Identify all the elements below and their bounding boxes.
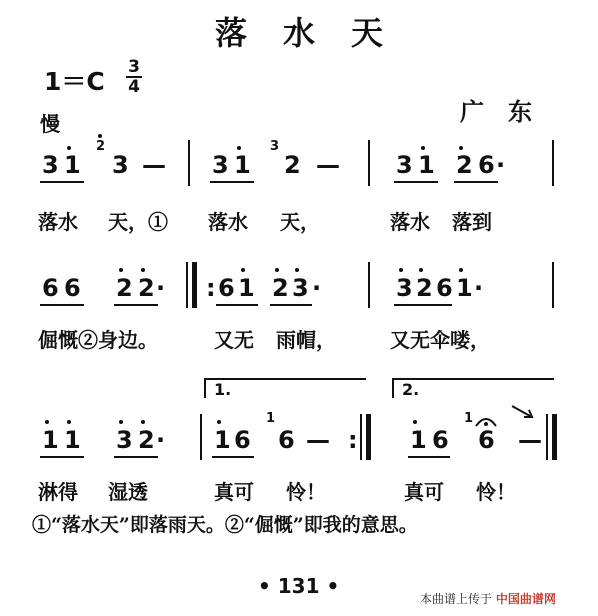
lyric: 怜！: [476, 480, 516, 504]
high-octave-dot: [459, 146, 463, 150]
bar-line: [552, 262, 554, 308]
note: 3: [396, 274, 413, 302]
song-title: 落水天: [214, 14, 419, 52]
note: 3: [42, 151, 59, 179]
note: 6: [64, 274, 81, 302]
grace-note: 2: [96, 139, 106, 154]
lyric: 天，: [280, 210, 320, 234]
note: 1: [214, 426, 231, 454]
grace-note: 3: [270, 139, 280, 154]
repeat-sign: :: [348, 426, 358, 454]
note: 2: [416, 274, 433, 302]
lyric: 落到: [452, 210, 492, 234]
fermata-icon: [474, 414, 498, 428]
key-signature: 1＝C: [44, 67, 105, 96]
footnote: ①“落水天”即落雨天。②“倔慨”即我的意思。: [32, 514, 418, 536]
watermark-prefix: 本曲谱上传于: [420, 592, 493, 606]
second-ending-label: 2.: [402, 380, 420, 399]
underline: [114, 456, 158, 458]
first-ending-bracket: [204, 378, 366, 398]
note: 6: [42, 274, 59, 302]
lyric: 倔慨②身边。: [38, 328, 158, 352]
note: 6: [478, 426, 495, 454]
repeat-sign: :: [206, 274, 216, 302]
note: 3: [112, 151, 129, 179]
underline: [454, 181, 498, 183]
dot-extension: ·: [312, 274, 322, 302]
final-bar: [546, 414, 548, 460]
note: 3: [212, 151, 229, 179]
watermark: [420, 590, 556, 607]
time-signature-top: 3: [128, 57, 140, 77]
note: 2: [272, 274, 289, 302]
underline: [212, 456, 254, 458]
underline: [216, 304, 258, 306]
note: 1: [456, 274, 473, 302]
note: 2: [284, 151, 301, 179]
note: 1: [64, 151, 81, 179]
high-octave-dot: [119, 420, 123, 424]
time-signature: [126, 58, 142, 96]
dash: —: [306, 426, 330, 454]
bar-line: [552, 140, 554, 186]
note: 3: [292, 274, 309, 302]
high-octave-dot: [413, 420, 417, 424]
note: 6: [432, 426, 449, 454]
note: 1: [234, 151, 251, 179]
lyric: 又无: [214, 328, 254, 352]
lyric: 落水: [38, 210, 78, 234]
high-octave-dot: [399, 268, 403, 272]
high-octave-dot: [275, 268, 279, 272]
note: 6: [234, 426, 251, 454]
lyric: 怜！: [286, 480, 326, 504]
bar-line: [368, 262, 370, 308]
note: 6: [478, 151, 495, 179]
high-octave-dot: [141, 420, 145, 424]
lyric: 落水: [208, 210, 248, 234]
note: 1: [418, 151, 435, 179]
lyric: 落水: [390, 210, 430, 234]
high-octave-dot: [421, 146, 425, 150]
repeat-end-bar-thick: [366, 414, 371, 460]
note: 6: [436, 274, 453, 302]
grace-note: 1: [266, 411, 276, 426]
note: 3: [396, 151, 413, 179]
underline: [40, 304, 84, 306]
underline: [408, 456, 450, 458]
dot-extension: ·: [156, 274, 166, 302]
time-signature-bottom: 4: [128, 77, 140, 97]
underline: [210, 181, 254, 183]
underline: [270, 304, 312, 306]
high-octave-dot: [45, 420, 49, 424]
high-octave-dot: [217, 420, 221, 424]
lyric: 真可: [214, 480, 254, 504]
final-bar-thick: [552, 414, 557, 460]
lyric: 又无伞喽，: [390, 328, 490, 352]
note: 2: [456, 151, 473, 179]
underline: [394, 181, 438, 183]
dash: —: [142, 151, 166, 179]
underline: [114, 304, 158, 306]
lyric: 真可: [404, 480, 444, 504]
underline: [40, 456, 84, 458]
high-octave-dot: [98, 134, 102, 138]
watermark-site: 中国曲谱网: [495, 592, 556, 606]
bar-line: [188, 140, 190, 186]
high-octave-dot: [67, 146, 71, 150]
note: 1: [238, 274, 255, 302]
note: 2: [138, 426, 155, 454]
bar-line: [186, 262, 188, 308]
note: 3: [116, 426, 133, 454]
lyric: 湿透: [108, 480, 148, 504]
dot-extension: ·: [474, 274, 484, 302]
note: 2: [116, 274, 133, 302]
note: 1: [64, 426, 81, 454]
dash: —: [316, 151, 340, 179]
note: 6: [278, 426, 295, 454]
high-octave-dot: [295, 268, 299, 272]
bar-line: [200, 414, 202, 460]
page-number: • 131 •: [258, 574, 340, 598]
grace-note: 1: [464, 411, 474, 426]
second-ending-bracket: [392, 378, 554, 398]
note: 6: [218, 274, 235, 302]
lyric: 天，①: [108, 210, 168, 234]
high-octave-dot: [419, 268, 423, 272]
lyric: 雨帽，: [276, 328, 336, 352]
note: 1: [42, 426, 59, 454]
high-octave-dot: [119, 268, 123, 272]
note: 1: [410, 426, 427, 454]
bar-line: [368, 140, 370, 186]
note: 2: [138, 274, 155, 302]
song-origin: 广东: [460, 97, 556, 126]
dot-extension: ·: [156, 426, 166, 454]
dash: —: [518, 426, 542, 454]
dot-extension: ·: [496, 151, 506, 179]
high-octave-dot: [141, 268, 145, 272]
high-octave-dot: [459, 268, 463, 272]
repeat-end-bar: [360, 414, 362, 460]
first-ending-label: 1.: [214, 380, 232, 399]
underline: [394, 304, 452, 306]
tempo-marking: 慢: [40, 112, 60, 136]
repeat-start-bar: [192, 262, 197, 308]
high-octave-dot: [241, 268, 245, 272]
underline: [40, 181, 84, 183]
high-octave-dot: [237, 146, 241, 150]
high-octave-dot: [67, 420, 71, 424]
lyric: 淋得: [38, 480, 78, 504]
arrow-icon: [510, 402, 538, 422]
